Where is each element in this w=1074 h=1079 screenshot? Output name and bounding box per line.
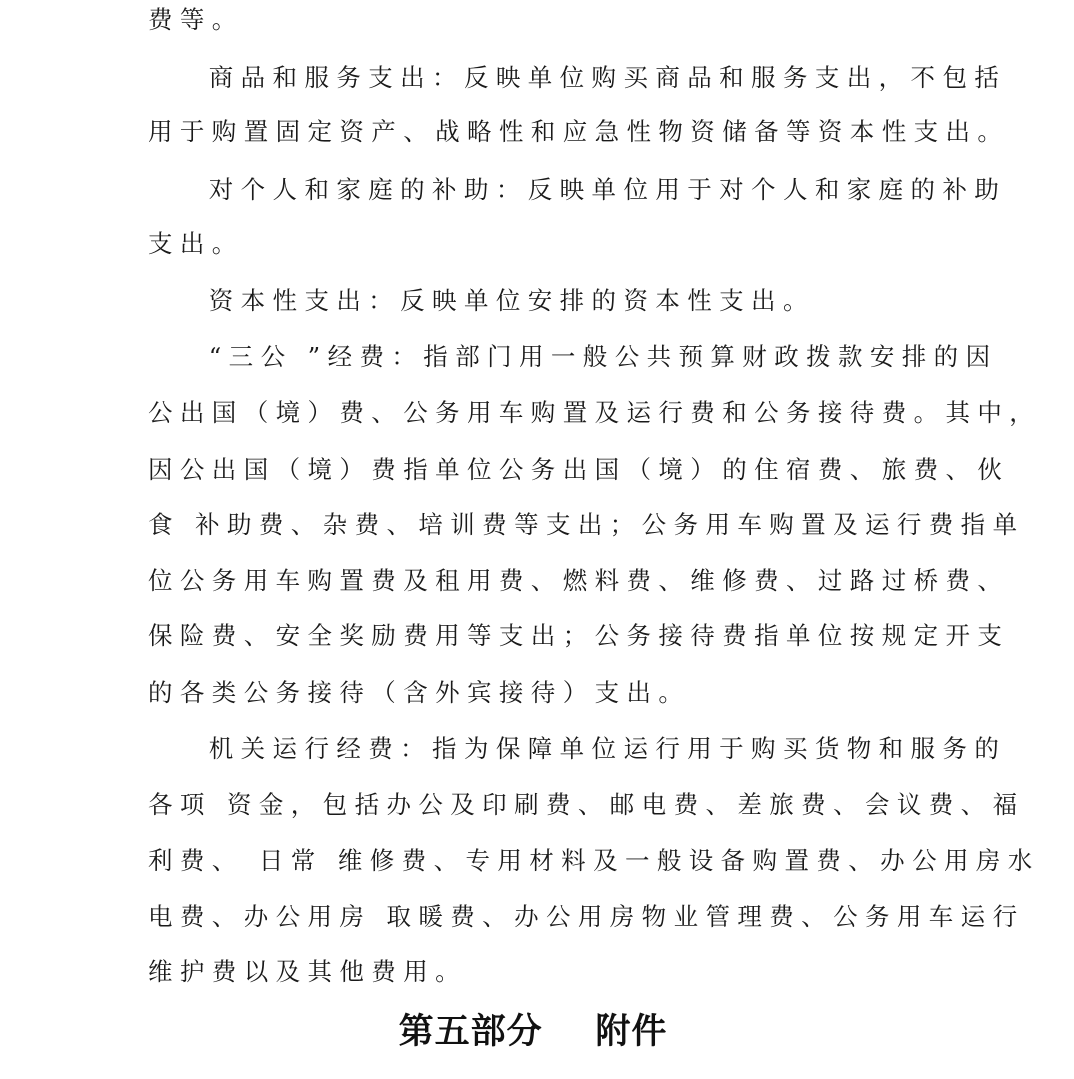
text-line: 商品和服务支出：反映单位购买商品和服务支出，不包括 — [148, 63, 1007, 92]
text-line: 位公务用车购置费及租用费、燃料费、维修费、过路过桥费、 — [148, 566, 1010, 595]
text-line: 电费、办公用房 取暖费、办公用房物业管理费、公务用车运行 — [148, 902, 1025, 931]
text-line: 各项 资金，包括办公及印刷费、邮电费、差旅费、会议费、福 — [148, 790, 1025, 819]
text-line: 公出国（境）费、公务用车购置及运行费和公务接待费。其中， — [148, 398, 1042, 427]
text-line: 维护费以及其他费用。 — [148, 957, 467, 986]
text-line: 食 补助费、杂费、培训费等支出；公务用车购置及运行费指单 — [148, 510, 1025, 539]
text-line: “三公 ”经费：指部门用一般公共预算财政拨款安排的因 — [148, 342, 998, 371]
text-line: 资本性支出：反映单位安排的资本性支出。 — [148, 286, 815, 315]
text-line: 对个人和家庭的补助：反映单位用于对个人和家庭的补助 — [148, 175, 1007, 204]
text-line: 用于购置固定资产、战略性和应急性物资储备等资本性支出。 — [148, 117, 1010, 146]
text-line: 保险费、安全奖励费用等支出；公务接待费指单位按规定开支 — [148, 621, 1010, 650]
text-line: 费等。 — [148, 5, 244, 34]
text-line: 利费、 日常 维修费、专用材料及一般设备购置费、办公用房水 — [148, 846, 1040, 875]
text-line: 的各类公务接待（含外宾接待）支出。 — [148, 678, 691, 707]
section-heading: 第五部分 附件 — [398, 1012, 668, 1052]
text-line: 机关运行经费：指为保障单位运行用于购买货物和服务的 — [148, 734, 1007, 763]
text-line: 支出。 — [148, 229, 244, 258]
text-line: 因公出国（境）费指单位公务出国（境）的住宿费、旅费、伙 — [148, 455, 1010, 484]
